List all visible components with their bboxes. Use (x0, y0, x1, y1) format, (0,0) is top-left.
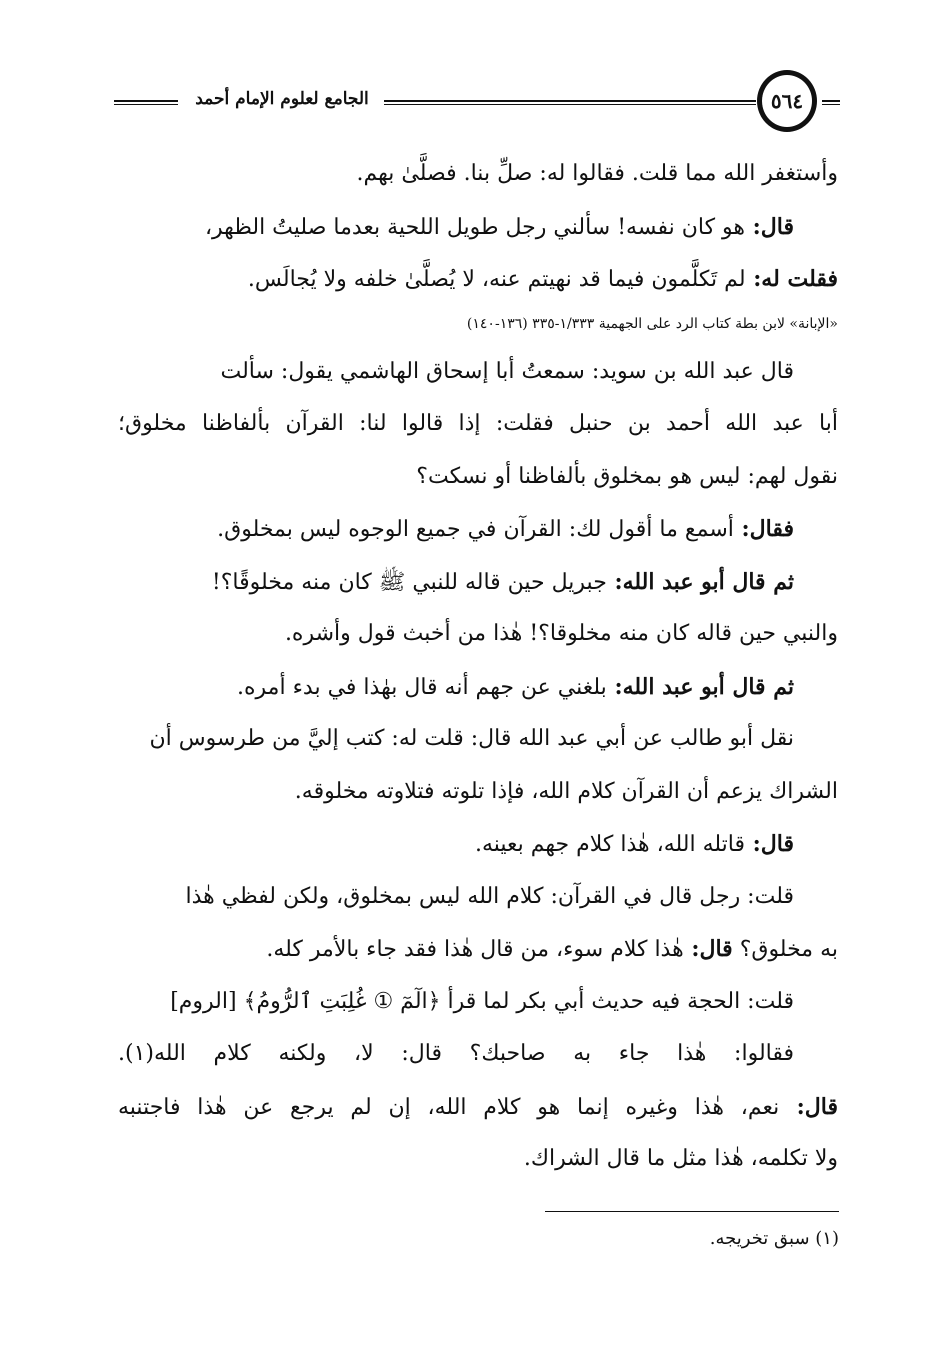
text-line (118, 201, 838, 254)
text-line (118, 1028, 838, 1081)
text-line (118, 148, 838, 201)
page-number: ٥٦٤ (757, 70, 817, 132)
text-segment: نقل أبو طالب عن أبي عبد الله قال: قلت له: كتب إليَّ من طرسوس أن (149, 726, 794, 751)
text-line (118, 451, 838, 504)
text-line (118, 661, 838, 714)
text-line (118, 923, 838, 976)
text-line (118, 503, 838, 556)
text-segment: الشراك يزعم أن القرآن كلام الله، فإذا تلوته فتلاوته مخلوقه. (294, 778, 838, 804)
bold-lead-in: ثم قال أبو عبد الله: (606, 568, 794, 595)
text-segment: به مخلوق؟ (732, 937, 838, 962)
text-line (118, 1133, 838, 1186)
footnote-separator (545, 1211, 839, 1212)
text-line (118, 818, 838, 871)
text-segment: أبا عبد الله أحمد بن حنبل فقلت: إذا قالوا لنا: القرآن بألفاظنا مخلوق؛ (118, 411, 838, 436)
page-header (114, 70, 840, 140)
bold-lead-in: قال: (779, 1093, 838, 1120)
header-rule-left (114, 100, 178, 105)
text-segment: هو كان نفسه! سألني رجل طويل اللحية بعدما صليتُ الظهر، (204, 214, 746, 240)
text-line (118, 766, 838, 819)
page-body (118, 148, 838, 1186)
text-segment: جبريل حين قاله للنبي ﷺ كان منه مخلوقًا؟! (211, 569, 607, 595)
text-segment: بلغني عن جهم أنه قال بهٰذا في بدء أمره. (237, 674, 607, 700)
bold-lead-in: قال: (745, 831, 794, 857)
text-segment: والنبي حين قاله كان منه مخلوقا؟! هٰذا من أخبث قول وأشره. (284, 621, 838, 646)
bold-lead-in: قال: (745, 213, 794, 240)
text-line (118, 398, 838, 451)
text-line (118, 871, 838, 924)
text-segment: قال عبد الله بن سويد: سمعتُ أبا إسحاق الهاشمي يقول: سألت (220, 358, 794, 384)
text-segment: نعم، هٰذا وغيره إنما هو كلام الله، إن لم يرجع عن هٰذا فاجتنبه (118, 1094, 780, 1120)
bold-lead-in: ثم قال أبو عبد الله: (606, 673, 794, 700)
text-line (118, 1081, 838, 1134)
text-segment: فقالوا: هٰذا جاء به صاحبك؟ قال: لا، ولكنه كلام الله(١). (118, 1041, 794, 1066)
text-line (118, 608, 838, 661)
header-rule-middle (384, 100, 756, 105)
bold-lead-in: فقال: (733, 516, 794, 542)
text-line (118, 253, 838, 306)
text-segment: هٰذا كلام سوء، من قال هٰذا فقد جاء بالأمر كله. (266, 937, 684, 962)
running-title: الجامع لعلوم الإمام أحمد (195, 89, 369, 109)
text-line (118, 713, 838, 766)
text-segment: قلت: الحجة فيه حديث أبي بكر لما قرأ ﴿الٓمٓ ① غُلِبَتِ ٱلرُّومُ﴾ [الروم] (170, 988, 794, 1014)
text-segment: قلت: رجل قال في القرآن: كلام الله ليس بمخلوق، ولكن لفظي هٰذا (185, 883, 794, 909)
text-segment: أسمع ما أقول لك: القرآن في جميع الوجوه ليس بمخلوق. (217, 517, 734, 542)
text-segment: نقول لهم: ليس هو بمخلوق بألفاظنا أو نسكت؟ (416, 463, 838, 489)
text-line (118, 556, 838, 609)
text-segment: «الإبانة» لابن بطة كتاب الرد على الجهمية ١/٣٣٣-٣٣٥ (١٣٦-١٤٠) (466, 315, 838, 332)
bold-lead-in: فقلت له: (745, 266, 838, 292)
text-segment: لم تَكلَّمون فيما قد نهيتم عنه، لا يُصلَّىٰ خلفه ولا يُجالَس. (247, 267, 746, 292)
citation-line (118, 306, 838, 342)
footnote: (١) سبق تخريجه. (709, 1228, 839, 1249)
text-line (118, 976, 838, 1029)
text-segment: قاتله الله، هٰذا كلام جهم بعينه. (474, 832, 746, 857)
header-rule-right (822, 100, 840, 105)
text-line (118, 346, 838, 399)
text-segment: وأستغفر الله مما قلت. فقالوا له: صلِّ بنا. فصلَّىٰ بهم. (356, 161, 838, 186)
bold-lead-in: قال: (683, 936, 733, 962)
text-segment: ولا تكلمه، هٰذا مثل ما قال الشراك. (523, 1146, 838, 1171)
